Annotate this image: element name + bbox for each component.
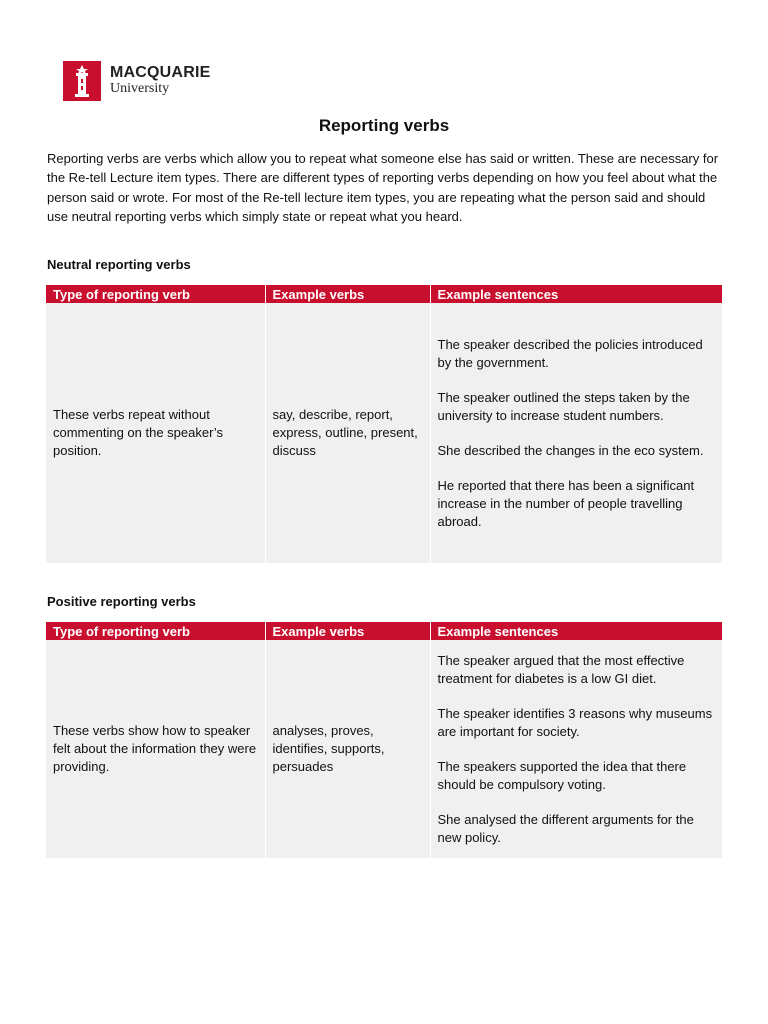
example-sentence: The speaker outlined the steps taken by the university to increase student numbers. xyxy=(437,389,690,423)
page-title: Reporting verbs xyxy=(318,116,450,135)
type-description: These verbs show how to speaker felt about the information they were providing. xyxy=(46,640,265,858)
example-sentence: She described the changes in the eco system. xyxy=(437,442,704,458)
neutral-heading: Neutral reporting verbs xyxy=(47,257,191,272)
example-sentence: The speakers supported the idea that there should be compulsory voting. xyxy=(437,758,687,792)
neutral-verbs-table xyxy=(46,285,722,563)
example-verbs: say, describe, report, express, outline, present, discuss xyxy=(265,303,430,563)
type-description: These verbs repeat without commenting on the speaker’s position. xyxy=(46,303,265,563)
example-sentence: She analysed the different arguments for the new policy. xyxy=(437,811,694,845)
example-sentence: The speaker described the policies introduced by the government. xyxy=(437,336,703,370)
column-header: Example sentences xyxy=(430,285,722,303)
example-sentences xyxy=(430,640,722,858)
positive-verbs-table xyxy=(46,622,722,858)
example-verbs: analyses, proves, identifies, supports, persuades xyxy=(265,640,430,858)
logo-name: MACQUARIE xyxy=(110,64,211,81)
example-sentences xyxy=(430,303,722,563)
column-header: Example verbs xyxy=(265,622,430,640)
example-sentence: The speaker identifies 3 reasons why museums are important for society. xyxy=(437,705,713,739)
university-crest-icon xyxy=(63,61,101,101)
logo-subtitle: University xyxy=(110,81,170,96)
table-header-row xyxy=(46,285,722,303)
example-sentence: The speaker argued that the most effective treatment for diabetes is a low GI diet. xyxy=(437,652,685,686)
example-sentence: He reported that there has been a significant increase in the number of people travelling abroad. xyxy=(437,477,695,529)
column-header: Type of reporting verb xyxy=(46,622,265,640)
column-header: Example verbs xyxy=(265,285,430,303)
column-header: Example sentences xyxy=(430,622,722,640)
macquarie-logo xyxy=(63,61,210,101)
intro-paragraph: Reporting verbs are verbs which allow you to repeat what someone else has said or written. These are necessary for the Re-tell Lecture item types. There are different types of reporting verbs depending on how you feel about what the person said or wrote. For most of the Re-tell lecture item types, you are repeating what the person said and should use neutral reporting verbs which simply state or repeat what you heard. xyxy=(47,151,719,225)
column-header: Type of reporting verb xyxy=(46,285,265,303)
positive-heading: Positive reporting verbs xyxy=(47,594,196,609)
table-row xyxy=(46,640,722,858)
table-row xyxy=(46,303,722,563)
table-header-row xyxy=(46,622,722,640)
